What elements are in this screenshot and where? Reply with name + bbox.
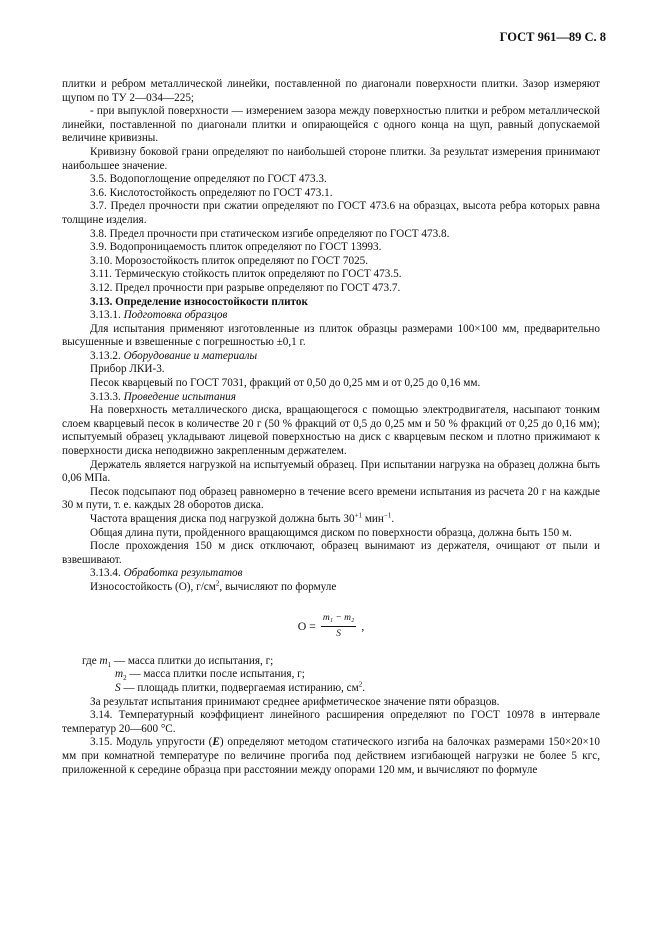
subsection-3-13-4 (62, 567, 600, 581)
text-run: Частота вращения диска под нагрузкой должна быть 30 (90, 513, 355, 525)
subsection-title: Обработка результатов (123, 567, 243, 580)
symbol: m (99, 654, 108, 667)
subsection-number: 3.13.3. (90, 390, 121, 403)
clause-3-12: 3.12. Предел прочности при разрыве определяют по ГОСТ 473.7. (90, 281, 401, 294)
subsection-3-13-2 (62, 350, 600, 364)
paragraph: Песок подсыпают под образец равномерно в течение всего времени испытания из расчета 20 г на каждые 30 м пути, т. е. каждых 28 оборотов диска. (62, 485, 600, 512)
subsection-title: Подготовка образцов (123, 309, 228, 322)
legend-row-m1 (82, 655, 600, 669)
formula-tail: , (361, 618, 365, 633)
clause-3-9: 3.9. Водопроницаемость плиток определяют по ГОСТ 13993. (90, 241, 382, 254)
document-body (62, 78, 600, 777)
subsection-number: 3.13.4. (90, 567, 121, 580)
formula-denominator: S (336, 629, 341, 640)
symbol: m (115, 668, 124, 681)
legend-row-m2 (82, 668, 600, 682)
symbol: S (115, 681, 121, 694)
subscript: 2 (123, 674, 127, 683)
paragraph: Прибор ЛКИ-3. (90, 363, 165, 376)
paragraph: Кривизну боковой грани определяют по наибольшей стороне плитки. За результат измерения принимают наибольшее значение. (62, 145, 600, 172)
text-run: ) определяют методом статического изгиба на балочках размерами 150×20×10 мм при комнатной температуре по величине прогиба под действием изгибающей нагрузки не более 5 кгс, приложенной к середине образца при расстоянии между опорами 120 мм, и вычисляют по формуле (62, 736, 600, 776)
clause-3-10: 3.10. Морозостойкость плиток определяют по ГОСТ 7025. (90, 254, 369, 267)
subsection-title: Проведение испытания (123, 390, 236, 403)
subsection-3-13-3 (62, 391, 600, 405)
formula-lhs: О = (297, 618, 316, 633)
legend-prefix: где (82, 654, 97, 667)
paragraph: Для испытания применяют изготовленные из плиток образцы размерами 100×100 мм, предварительно высушенные и взвешенные с погрешностью ±0,1 г. (62, 322, 600, 349)
clause-3-7: 3.7. Предел прочности при сжатии определяют по ГОСТ 473.6 на образцах, высота ребра которых равна толщине изделия. (62, 200, 600, 226)
superscript: +1 (354, 511, 363, 520)
subsection-number: 3.13.2. (90, 349, 121, 362)
paragraph: За результат испытания принимают среднее арифметическое значение пяти образцов. (90, 695, 500, 708)
legend-description: — масса плитки до испытания, г; (111, 654, 274, 667)
superscript: 2 (215, 579, 220, 588)
superscript: 2 (358, 680, 363, 689)
legend-description: — масса плитки после испытания, г; (126, 668, 305, 681)
paragraph: После прохождения 150 м диск отключают, образец вынимают из держателя, очищают от пыли и взвешивают. (62, 540, 600, 566)
section-heading-3-13: 3.13. Определение износостойкости плиток (90, 295, 308, 308)
text-run: . (391, 513, 395, 525)
formula-fraction (321, 612, 357, 642)
formula-numerator: m₁ − m₂ (321, 612, 357, 628)
clause-3-15 (62, 736, 600, 777)
clause-3-8: 3.8. Предел прочности при статическом изгибе определяют по ГОСТ 473.8. (90, 227, 450, 240)
paragraph: плитки и ребром металлической линейки, поставленной по диагонали поверхности плитки. Зазор измеряют щупом по ТУ 2—034—225; (62, 78, 600, 104)
text-run: . (362, 681, 365, 694)
wear-resistance-formula (62, 612, 600, 642)
paragraph: Песок кварцевый по ГОСТ 7031, фракций от 0,50 до 0,25 мм и от 0,25 до 0,16 мм. (90, 377, 481, 390)
page-header: ГОСТ 961—89 С. 8 (499, 30, 606, 44)
subscript: 1 (107, 660, 112, 669)
clause-3-11: 3.11. Термическую стойкость плиток определяют по ГОСТ 473.5. (90, 268, 402, 281)
subsection-3-13-1 (62, 309, 600, 323)
subsection-title: Оборудование и материалы (123, 349, 258, 362)
clause-3-5: 3.5. Водопоглощение определяют по ГОСТ 473.3. (90, 173, 327, 186)
formula-legend (82, 655, 600, 696)
superscript: −1 (383, 511, 392, 520)
legend-description: — площадь плитки, подвергаемая истиранию, см (120, 681, 359, 694)
paragraph: Держатель является нагрузкой на испытуемый образец. При испытании нагрузка на образец должна быть 0,06 МПа. (62, 458, 600, 485)
clause-3-14: 3.14. Температурный коэффициент линейного расширения определяют по ГОСТ 10978 в интервале температур 20—600 °С. (62, 709, 600, 735)
text-run: Износостойкость (О), г/см (90, 580, 216, 593)
text-run: , вычисляют по формуле (219, 580, 337, 593)
subsection-number: 3.13.1. (90, 309, 121, 322)
paragraph (62, 581, 600, 595)
text-run: 3.15. Модуль упругости ( (90, 736, 213, 749)
paragraph (62, 513, 600, 527)
paragraph: Общая длина пути, пройденного вращающимся диском по поверхности образца, должна быть 150 м. (90, 526, 572, 539)
paragraph: - при выпуклой поверхности — измерением зазора между поверхностью плитки и ребром металлической линейки, поставленной по диагонали плитки и опирающейся с одного конца на щуп, равный допускаемой величине кривизны. (62, 105, 600, 145)
clause-3-6: 3.6. Кислотостойкость определяют по ГОСТ 473.1. (90, 186, 333, 199)
text-run: мин (362, 513, 384, 525)
paragraph: На поверхность металлического диска, вращающегося с помощью электродвигателя, насыпают тонким слоем кварцевый песок в количестве 20 г (50 % фракций от 0,5 до 0,25 мм и 50 % фракций от 0,25 до 0,16 мм); испытуемый образец укладывают лицевой поверхностью на диск с кварцевым песком и плотно прижимают к поверхности диска неподвижно закрепленным держателем. (62, 404, 600, 458)
symbol: Е (212, 736, 220, 749)
legend-row-s (82, 682, 600, 696)
